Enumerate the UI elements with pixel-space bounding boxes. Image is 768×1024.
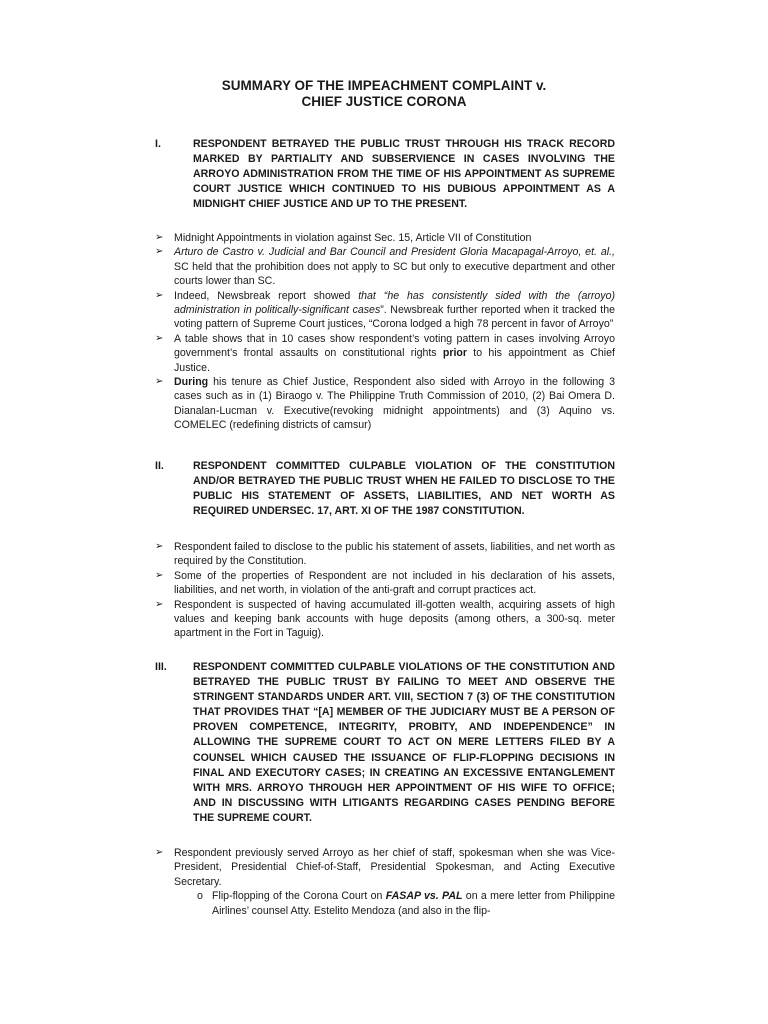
arrow-bullet-icon: ➢: [155, 246, 164, 258]
list-item: ➢ Indeed, Newsbreak report showed that “he has consistently sided with the (arroyo) administration in politically-significant cases”. Newsbreak further reported when it tracked the voting pattern of Supreme Court justices, “Corona lodged a high 78 percent in favor of Arroyo”: [155, 289, 616, 331]
list-item: ➢ During his tenure as Chief Justice, Respondent also sided with Arroyo in the following 3 cases such as in (1) Biraogo v. The Philippine Truth Commission of 2010, (2) Bai Omera D. Dianalan-Lucman v. Executive(revoking midnight appointments) and (3) Aquino vs. COMELEC (redefining districts of camsur): [155, 376, 615, 432]
section-heading-text: RESPONDENT COMMITTED CULPABLE VIOLATION OF THE CONSTITUTION AND/OR BETRAYED THE PUBLIC TRUST WHEN HE FAILED TO DISCLOSE TO THE PUBLIC HIS STATEMENT OF ASSETS, LIABILITIES, AND NET WORTH AS REQUIRED UNDERSEC. 17, ART. XI OF THE 1987 CONSTITUTION.: [193, 460, 615, 518]
arrow-bullet-icon: ➢: [155, 847, 164, 858]
case-citation: Arturo de Castro v. Judicial and Bar Council and President Gloria Macapagal-Arroyo, et. al.,: [174, 246, 615, 259]
arrow-bullet-icon: ➢: [155, 289, 164, 301]
arrow-bullet-icon: ➢: [155, 232, 164, 243]
section-heading-text: RESPONDENT BETRAYED THE PUBLIC TRUST THROUGH HIS TRACK RECORD MARKED BY PARTIALITY AND SUBSERVIENCE IN CASES INVOLVING THE ARROYO ADMINISTRATION FROM THE TIME OF HIS APPOINTMENT AS SUPREME COURT JUSTICE WHICH CONTINUED TO HIS DUBIOUS APPOINTMENT AS A MIDNIGHT CHIEF JUSTICE AND UP TO THE PRESENT.: [193, 138, 615, 211]
section-2-heading: [155, 459, 615, 519]
section-2-bullets: [155, 540, 615, 641]
arrow-bullet-icon: ➢: [155, 598, 164, 610]
arrow-bullet-icon: ➢: [155, 541, 164, 552]
section-number: III.: [155, 661, 167, 673]
list-item: ➢ Respondent failed to disclose to the public his statement of assets, liabilities, and net worth as required by the Constitution.: [155, 541, 615, 568]
circle-bullet-icon: o: [197, 890, 203, 903]
section-1-heading: [155, 137, 615, 212]
list-item: ➢ Some of the properties of Respondent are not included in his declaration of his assets, liabilities, and net worth, in violation of the anti-graft and corrupt practices act.: [155, 569, 615, 597]
list-item: ➢ Respondent is suspected of having accumulated ill-gotten wealth, acquiring assets of high values and keeping bank accounts with huge deposits (among others, a 300-sq. meter apartment in the Fort in Taguig).: [155, 598, 615, 640]
quote-italic: that “he has consistently sided with the (arroyo) administration in politically-significant cases: [174, 289, 616, 317]
list-item: ➢ A table shows that in 10 cases show respondent’s voting pattern in cases involving Arroyo government’s frontal assaults on constitutional rights prior to his appointment as Chief Justice.: [155, 332, 615, 374]
sub-list-item: o Flip-flopping of the Corona Court on FASAP vs. PAL on a mere letter from Philippine Airlines’ counsel Atty. Estelito Mendoza (and also in the flip-: [197, 890, 615, 917]
arrow-bullet-icon: ➢: [155, 332, 164, 344]
title-line-2: CHIEF JUSTICE CORONA: [301, 94, 467, 109]
list-item: ➢ Arturo de Castro v. Judicial and Bar Council and President Gloria Macapagal-Arroyo, et. al., SC held that the prohibition does not apply to SC but only to executive department and other courts lower than SC.: [155, 246, 615, 288]
title-line-1: SUMMARY OF THE IMPEACHMENT COMPLAINT v.: [221, 78, 547, 93]
case-citation: FASAP vs. PAL: [385, 890, 463, 903]
section-number: I.: [155, 138, 161, 150]
list-item: ➢ Respondent previously served Arroyo as her chief of staff, spokesman when she was Vice-President, Presidential Chief-of-Staff, Presidential Spokesman, and Acting Executive Secretary.: [155, 847, 615, 888]
arrow-bullet-icon: ➢: [155, 376, 164, 388]
document-title: [0, 78, 768, 110]
list-item: ➢ Midnight Appointments in violation against Sec. 15, Article VII of Constitution: [155, 232, 532, 244]
section-number: II.: [155, 460, 164, 472]
section-heading-text: RESPONDENT COMMITTED CULPABLE VIOLATIONS OF THE CONSTITUTION AND BETRAYED THE PUBLIC TRUST BY FAILING TO MEET AND OBSERVE THE STRINGENT STANDARDS UNDER ART. VIII, SECTION 7 (3) OF THE CONSTITUTION THAT PROVIDES THAT “[A] MEMBER OF THE JUDICIARY MUST BE A PERSON OF PROVEN COMPETENCE, INTEGRITY, PROBITY, AND INDEPENDENCE” IN ALLOWING THE SUPREME COURT TO ACT ON MERE LETTERS FILED BY A COUNSEL WHICH CAUSED THE ISSUANCE OF FLIP-FLOPPING DECISIONS IN FINAL AND EXECUTORY CASES; IN CREATING AN EXCESSIVE ENTANGLEMENT WITH MRS. ARROYO THROUGH HER APPOINTMENT OF HIS WIFE TO OFFICE; AND IN DISCUSSING WITH LITIGANTS REGARDING CASES PENDING BEFORE THE SUPREME COURT.: [193, 661, 615, 824]
section-1-bullets: [155, 231, 615, 433]
arrow-bullet-icon: ➢: [155, 569, 164, 581]
section-3-heading: [155, 660, 615, 826]
section-3-bullets: [155, 846, 615, 918]
